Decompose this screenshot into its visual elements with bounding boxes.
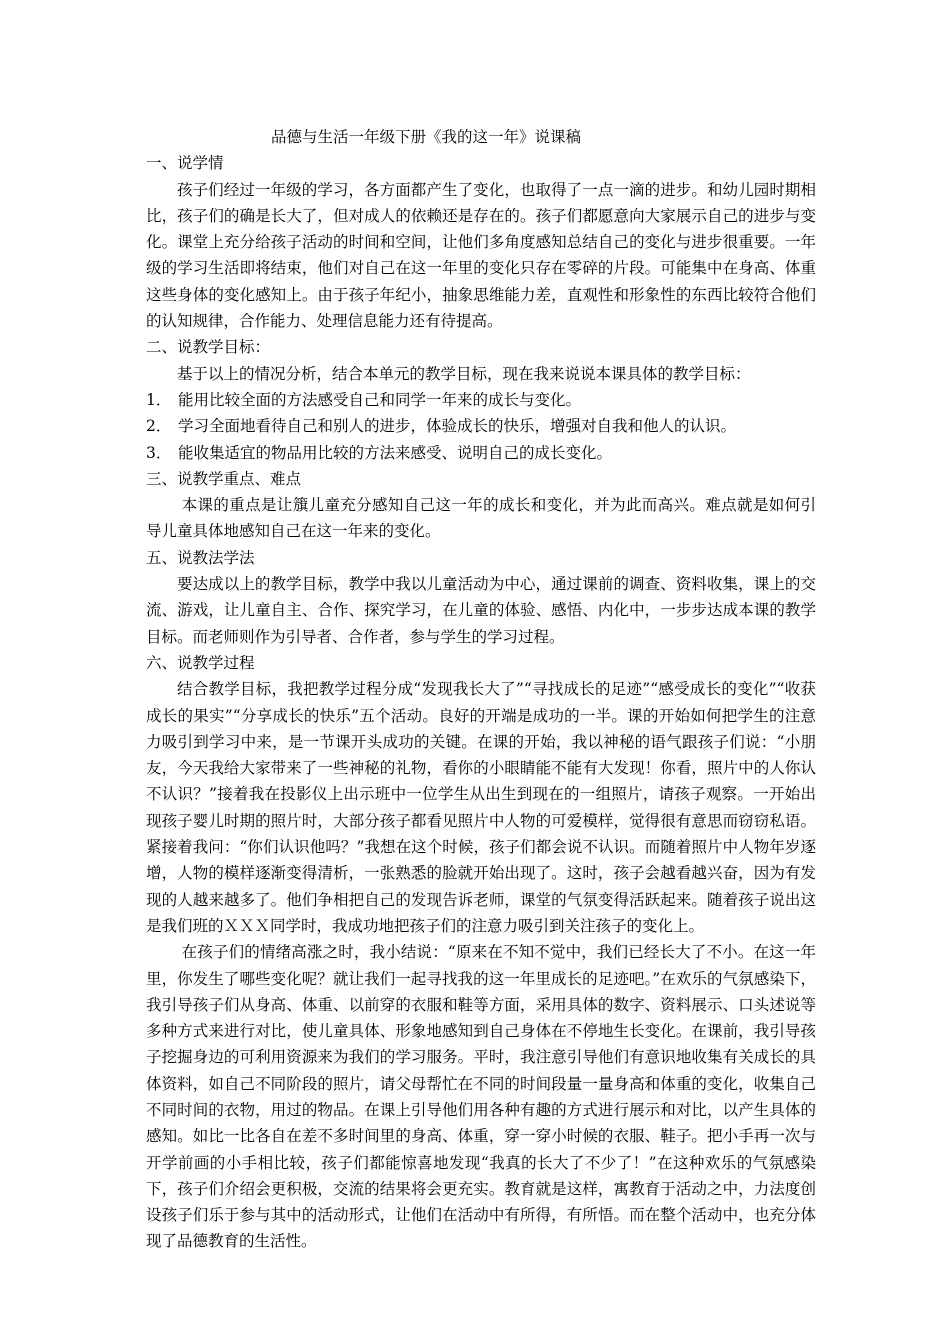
section-heading-key-points: 三、说教学重点、难点: [146, 469, 302, 488]
document-page: [146, 124, 816, 1255]
section-heading-process: 六、说教学过程: [146, 653, 255, 672]
paragraph-process-1: 结合教学目标，我把教学过程分成“发现我长大了”“寻找成长的足迹”“感受成长的变化”“收获成长的果实”“分享成长的快乐”五个活动。良好的开端是成功的一半。课的开始如何把学生的注意力吸引到学习中来，是一节课开头成功的关键。在课的开始，我以神秘的语气跟孩子们说：“小朋友，今天我给大家带来了一些神秘的礼物，看你的小眼睛能不能有大发现！你看，照片中的人你认不认识？”接着我在投影仪上出示班中一位学生从出生到现在的一组照片，请孩子观察。一开始出现孩子婴儿时期的照片时，大部分孩子都看见照片中人物的可爱模样，觉得很有意思而窃窃私语。紧接着我问：“你们认识他吗？”我想在这个时候，孩子们都会说不认识。而随着照片中人物年岁逐增，人物的模样逐渐变得清析，一张熟悉的脸就开始出现了。这时，孩子会越看越兴奋，因为有发现的人越来越多了。他们争相把自己的发现告诉老师，课堂的气氛变得活跃起来。随着孩子说出这是我们班的ＸＸＸ同学时，我成功地把孩子们的注意力吸引到关注孩子的变化上。: [146, 680, 816, 935]
goal-item: [146, 413, 816, 439]
goal-item-number: 1．: [146, 390, 172, 409]
document-title: 品德与生活一年级下册《我的这一年》说课稿: [271, 128, 582, 146]
goal-item: [146, 387, 816, 413]
goal-item-number: 3．: [146, 443, 172, 462]
section-heading-learner-analysis: 一、说学情: [146, 154, 224, 173]
section-heading-methods: 五、说教法学法: [146, 548, 255, 567]
paragraph-process-2: 在孩子们的情绪高涨之时，我小结说：“原来在不知不觉中，我们已经长大了不小。在这一年里，你发生了哪些变化呢？就让我们一起寻找我的这一年里成长的足迹吧。”在欢乐的气氛感染下，我引导孩子们从身高、体重、以前穿的衣服和鞋等方面，采用具体的数字、资料展示、口头述说等多种方式来进行对比，使儿童具体、形象地感知到自己身体在不停地生长变化。在课前，我引导孩子挖掘身边的可利用资源来为我们的学习服务。平时，我注意引导他们有意识地收集有关成长的具体资料，如自己不同阶段的照片，请父母帮忙在不同的时间段量一量身高和体重的变化，收集自己不同时间的衣物，用过的物品。在课上引导他们用各种有趣的方式进行展示和对比，以产生具体的感知。如比一比各自在差不多时间里的身高、体重，穿一穿小时候的衣服、鞋子。把小手再一次与开学前画的小手相比较，孩子们都能惊喜地发现“我真的长大了不少了！”在这种欢乐的气氛感染下，孩子们介绍会更积极，交流的结果将会更充实。教育就是这样，寓教育于活动之中，力法度创设孩子们乐于参与其中的活动形式，让他们在活动中有所得，有所悟。而在整个活动中，也充分体现了品德教育的生活性。: [146, 943, 816, 1251]
paragraph-key-points: 本课的重点是让籏儿童充分感知自己这一年的成长和变化，并为此而高兴。难点就是如何引导儿童具体地感知自己在这一年来的变化。: [146, 496, 816, 541]
goal-item-text: 学习全面地看待自己和别人的进步，体验成长的快乐，增强对自我和他人的认识。: [178, 417, 737, 436]
goal-item-text: 能收集适宜的物品用比较的方法来感受、说明自己的成长变化。: [178, 443, 613, 462]
paragraph-methods: 要达成以上的教学目标，教学中我以儿童活动为中心，通过课前的调查、资料收集，课上的交流、游戏，让儿童自主、合作、探究学习，在儿童的体验、感悟、内化中，一步步达成本课的教学目标。而老师则作为引导者、合作者，参与学生的学习过程。: [146, 575, 816, 646]
paragraph-learner-analysis: 孩子们经过一年级的学习，各方面都产生了变化，也取得了一点一滴的进步。和幼儿园时期相比，孩子们的确是长大了，但对成人的依赖还是存在的。孩子们都愿意向大家展示自己的进步与变化。课堂上充分给孩子活动的时间和空间，让他们多角度感知总结自己的变化与进步很重要。一年级的学习生活即将结束，他们对自己在这一年里的变化只存在零碎的片段。可能集中在身高、体重这些身体的变化感知上。由于孩子年纪小，抽象思维能力差，直观性和形象性的东西比较符合他们的认知规律，合作能力、处理信息能力还有待提高。: [146, 180, 816, 331]
goal-item: [146, 440, 816, 466]
goal-item-text: 能用比较全面的方法感受自己和同学一年来的成长与变化。: [178, 390, 582, 409]
paragraph-teaching-goals-intro: 基于以上的情况分析，结合本单元的教学目标，现在我来说说本课具体的教学目标：: [177, 364, 751, 383]
section-heading-teaching-goals: 二、说教学目标：: [146, 338, 271, 357]
goal-item-number: 2．: [146, 417, 172, 436]
